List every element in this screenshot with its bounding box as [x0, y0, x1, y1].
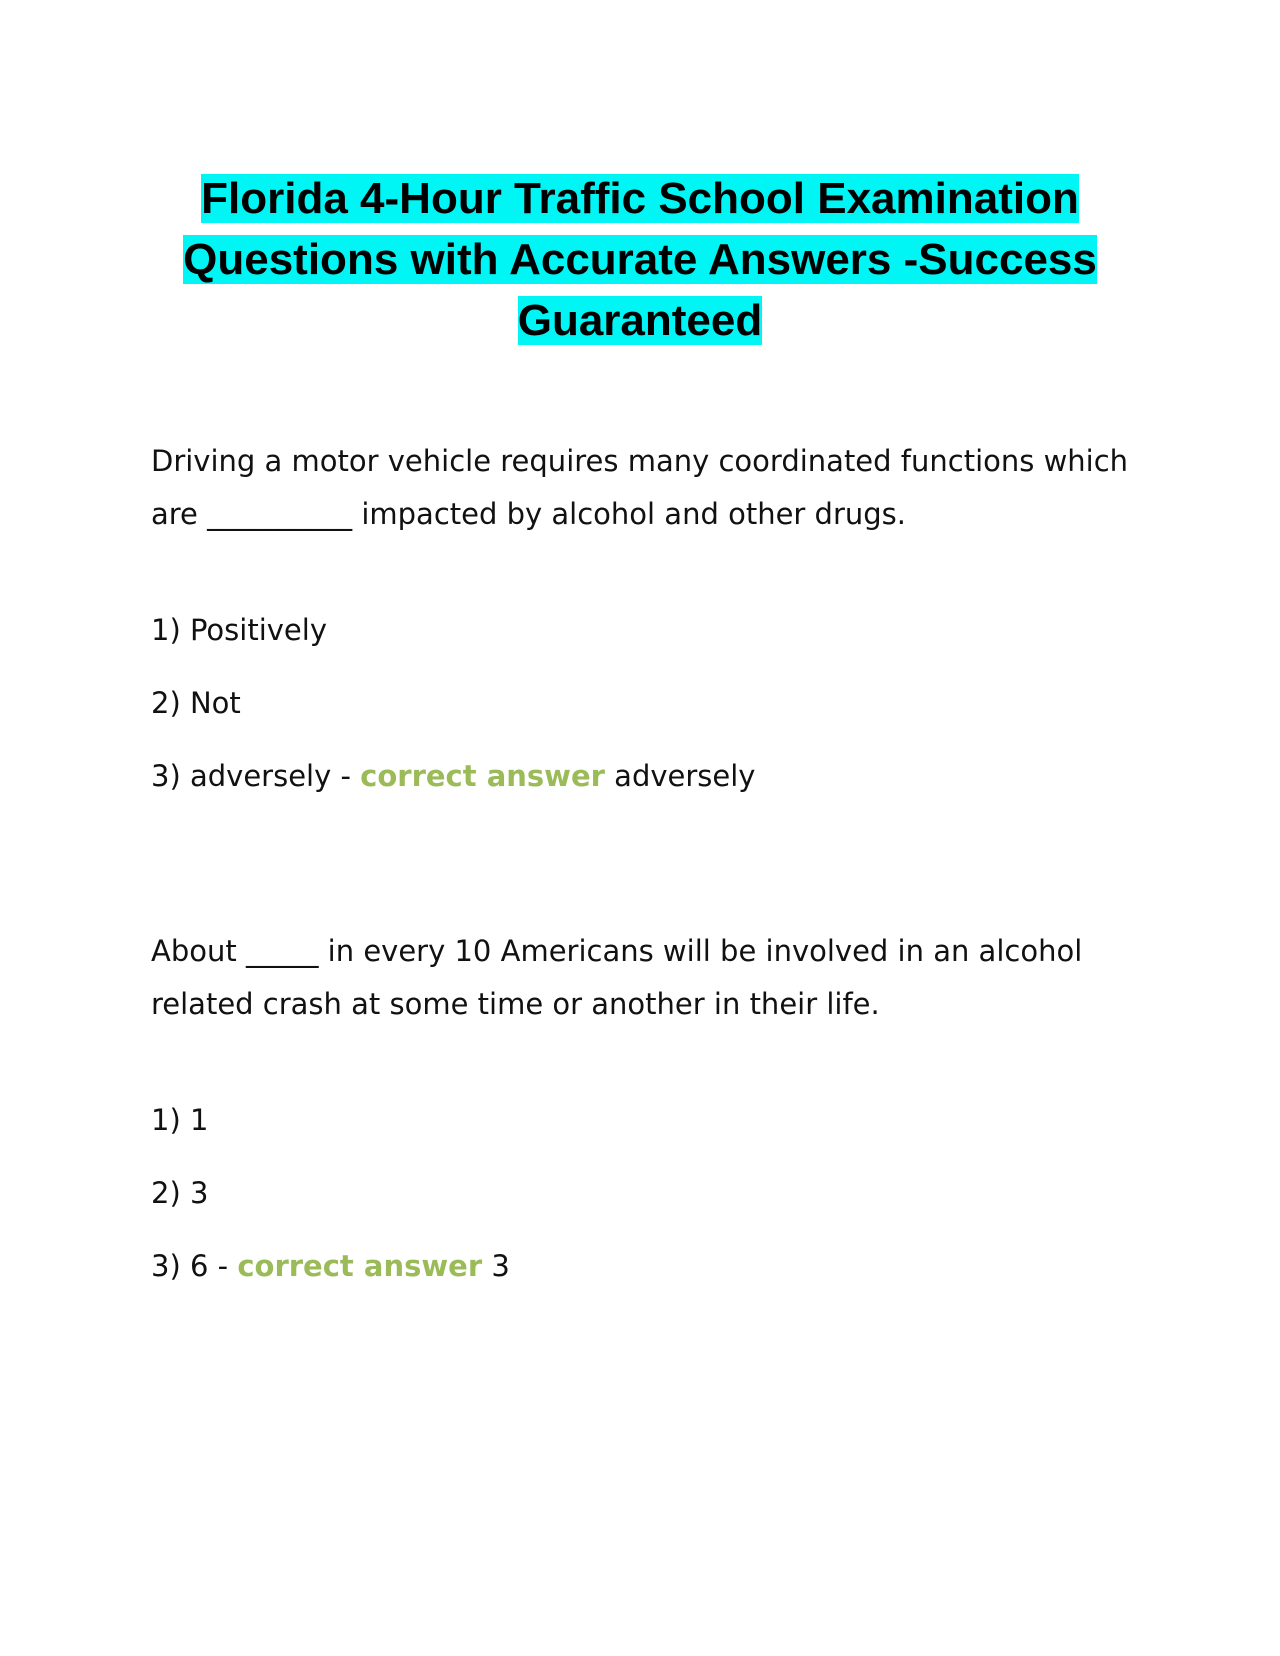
- question-1-option-1: 1) Positively: [151, 613, 327, 647]
- question-1-option-3: [151, 756, 755, 796]
- question-2-option-1: 1) 1: [151, 1103, 209, 1137]
- question-2-option-2: 2) 3: [151, 1176, 209, 1210]
- question-1-option-3-text: 3) adversely -: [151, 759, 361, 793]
- title-highlight: Florida 4-Hour Traffic School Examination Questions with Accurate Answers -Success Guaranteed: [183, 174, 1097, 345]
- question-1-option-2: 2) Not: [151, 686, 241, 720]
- question-2-text: About _____ in every 10 Americans will be involved in an alcohol related crash at some time or another in their life.: [151, 934, 1083, 1021]
- correct-answer-value: adversely: [604, 759, 756, 793]
- correct-answer-label: correct answer: [237, 1249, 483, 1283]
- question-2-option-3: [151, 1246, 510, 1286]
- document-title: [150, 168, 1130, 351]
- correct-answer-value: 3: [482, 1249, 510, 1283]
- correct-answer-label: correct answer: [360, 759, 605, 793]
- question-2-option-3-text: 3) 6 -: [151, 1249, 238, 1283]
- question-1-text: Driving a motor vehicle requires many coordinated functions which are __________ impacted by alcohol and other drugs.: [151, 444, 1129, 531]
